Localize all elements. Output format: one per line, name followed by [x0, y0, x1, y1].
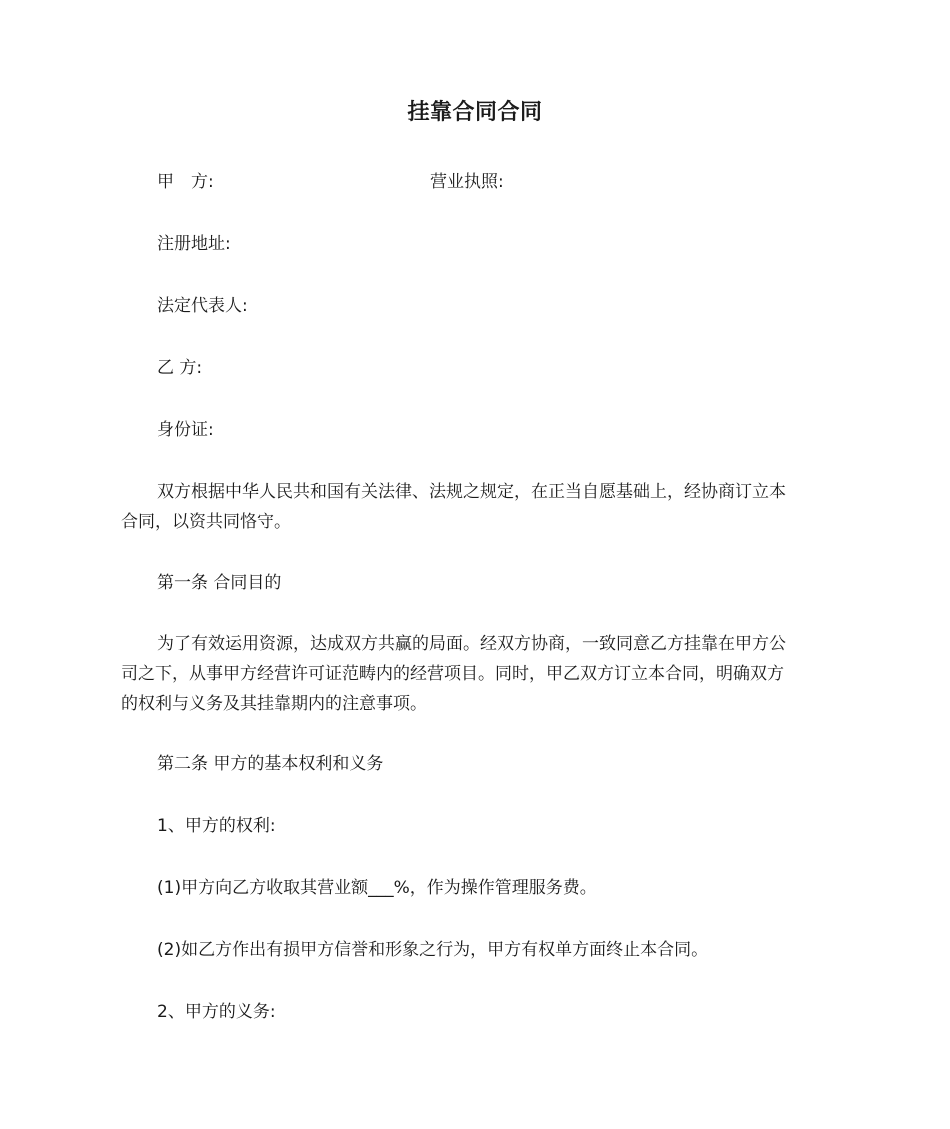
preamble-line: 双方根据中华人民共和国有关法律、法规之规定，在正当自愿基础上，经协商订立本	[157, 482, 786, 502]
article-1-heading: 第一条 合同目的	[157, 573, 282, 593]
registered-address-label: 注册地址:	[157, 234, 231, 254]
party-a-label: 甲 方:	[157, 172, 214, 192]
article-1-line: 司之下，从事甲方经营许可证范畴内的经营项目。同时，甲乙双方订立本合同，明确双方	[121, 664, 784, 684]
legal-representative-label: 法定代表人:	[157, 296, 248, 316]
document-title: 挂靠合同合同	[407, 100, 543, 125]
party-a-right-item: (2)如乙方作出有损甲方信誉和形象之行为，甲方有权单方面终止本合同。	[157, 940, 709, 960]
article-1-line: 为了有效运用资源，达成双方共赢的局面。经双方协商，一致同意乙方挂靠在甲方公	[157, 634, 786, 654]
party-a-right-item: (1)甲方向乙方收取其营业额___%，作为操作管理服务费。	[157, 878, 597, 898]
preamble-line: 合同，以资共同恪守。	[121, 512, 291, 532]
preamble-paragraph	[121, 477, 831, 537]
business-license-label: 营业执照:	[430, 172, 504, 192]
party-a-rights-heading: 1、甲方的权利:	[157, 816, 276, 836]
article-2-heading: 第二条 甲方的基本权利和义务	[157, 754, 384, 774]
article-1-line: 的权利与义务及其挂靠期内的注意事项。	[121, 694, 427, 714]
id-card-label: 身份证:	[157, 420, 214, 440]
party-b-label: 乙 方:	[157, 358, 203, 378]
article-1-paragraph	[121, 629, 831, 719]
party-a-duties-heading: 2、甲方的义务:	[157, 1002, 276, 1022]
